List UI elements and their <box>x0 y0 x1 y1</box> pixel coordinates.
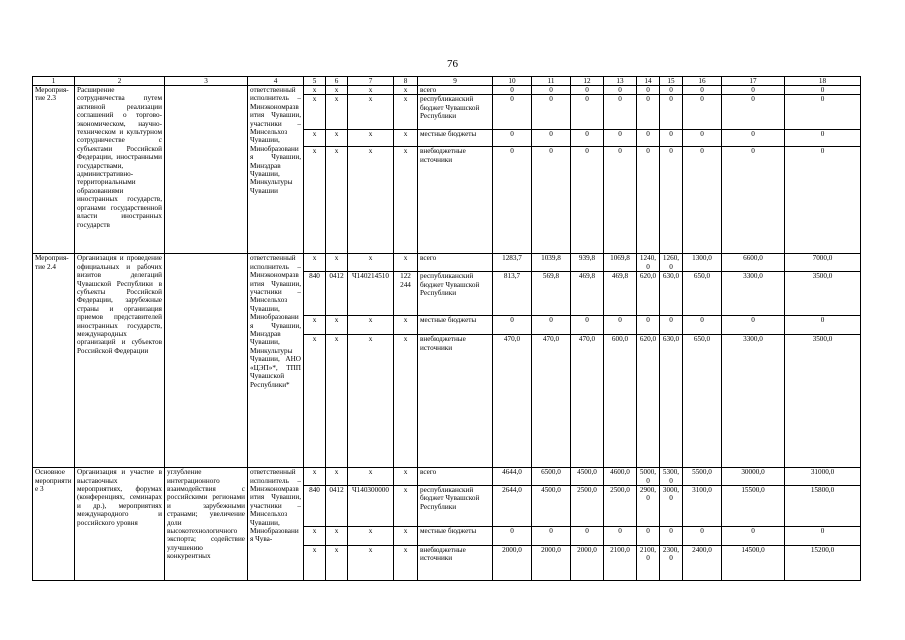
target-article-cell: x <box>348 130 394 147</box>
year-value-cell: 0 <box>637 316 660 335</box>
funding-source-cell: местные бюджеты <box>418 316 493 335</box>
year-value-cell: 2644,0 <box>493 486 532 527</box>
year-value-cell: 0 <box>604 147 637 254</box>
grbs-code-cell: x <box>304 335 326 468</box>
year-value-cell: 630,0 <box>660 335 683 468</box>
expense-type-cell: x <box>394 546 418 581</box>
funding-source-cell: внебюджетные источники <box>418 147 493 254</box>
page-number: 76 <box>447 58 458 70</box>
year-value-cell: 0 <box>604 130 637 147</box>
year-value-cell: 1300,0 <box>683 254 722 272</box>
year-value-cell: 2000,0 <box>532 546 571 581</box>
expense-type-cell: x <box>394 316 418 335</box>
header-row <box>33 77 861 86</box>
year-value-cell: 0 <box>532 147 571 254</box>
year-value-cell: 0 <box>683 316 722 335</box>
year-value-cell: 0 <box>637 147 660 254</box>
header-cell: 1 <box>33 77 75 86</box>
year-value-cell: 1283,7 <box>493 254 532 272</box>
year-value-cell: 0 <box>722 86 785 95</box>
year-value-cell: 0 <box>785 86 861 95</box>
funding-source-cell: всего <box>418 86 493 95</box>
year-value-cell: 0 <box>683 527 722 546</box>
event-description-cell: Расширение сотрудничества путем активной реализации соглашений о торгово-экономическом, научно-техническом и культурном сотрудничестве с субъектами Российской Федерации, иностранными государствами, административно-территориальными образованиями иностранных государств, органами государственной власти иностранных государств <box>75 86 165 254</box>
funding-source-cell: республиканский бюджет Чувашской Республики <box>418 486 493 527</box>
section-code-cell: x <box>326 86 348 95</box>
year-value-cell: 0 <box>493 95 532 130</box>
year-value-cell: 469,8 <box>604 272 637 316</box>
year-value-cell: 0 <box>722 130 785 147</box>
year-value-cell: 0 <box>571 130 604 147</box>
grbs-code-cell: x <box>304 86 326 95</box>
target-article-cell: x <box>348 86 394 95</box>
year-value-cell: 2500,0 <box>604 486 637 527</box>
event-name-cell: Основное мероприятие 3 <box>33 468 75 581</box>
year-value-cell: 0 <box>660 316 683 335</box>
year-value-cell: 2400,0 <box>683 546 722 581</box>
expense-type-cell: x <box>394 468 418 486</box>
year-value-cell: 650,0 <box>683 335 722 468</box>
grbs-code-cell: 840 <box>304 272 326 316</box>
year-value-cell: 0 <box>637 527 660 546</box>
year-value-cell: 650,0 <box>683 272 722 316</box>
funding-source-cell: местные бюджеты <box>418 527 493 546</box>
funding-source-cell: внебюджетные источники <box>418 546 493 581</box>
section-code-cell: x <box>326 527 348 546</box>
year-value-cell: 0 <box>532 95 571 130</box>
year-value-cell: 0 <box>683 147 722 254</box>
expense-type-cell: x <box>394 254 418 272</box>
year-value-cell: 0 <box>493 86 532 95</box>
year-value-cell: 3100,0 <box>683 486 722 527</box>
year-value-cell: 4644,0 <box>493 468 532 486</box>
year-value-cell: 31000,0 <box>785 468 861 486</box>
grbs-code-cell: x <box>304 130 326 147</box>
year-value-cell: 3500,0 <box>785 272 861 316</box>
target-article-cell: x <box>348 316 394 335</box>
event-name-cell: Мероприя-тие 2.4 <box>33 254 75 468</box>
grbs-code-cell: x <box>304 95 326 130</box>
year-value-cell: 6600,0 <box>722 254 785 272</box>
year-value-cell: 470,0 <box>532 335 571 468</box>
grbs-code-cell: x <box>304 254 326 272</box>
header-cell: 16 <box>683 77 722 86</box>
year-value-cell: 5500,0 <box>683 468 722 486</box>
year-value-cell: 4500,0 <box>532 486 571 527</box>
year-value-cell: 620,0 <box>637 272 660 316</box>
target-article-cell: x <box>348 254 394 272</box>
expense-type-cell: x <box>394 527 418 546</box>
year-value-cell: 3300,0 <box>722 272 785 316</box>
section-code-cell: x <box>326 335 348 468</box>
year-value-cell: 15500,0 <box>722 486 785 527</box>
grbs-code-cell: x <box>304 546 326 581</box>
year-value-cell: 0 <box>785 95 861 130</box>
funding-source-cell: внебюджетные источники <box>418 335 493 468</box>
header-cell: 5 <box>304 77 326 86</box>
year-value-cell: 939,8 <box>571 254 604 272</box>
table-row <box>33 468 861 486</box>
year-value-cell: 0 <box>571 147 604 254</box>
section-code-cell: 0412 <box>326 486 348 527</box>
year-value-cell: 2100,0 <box>637 546 660 581</box>
executors-cell: ответственный исполнитель – Минэкономразвития Чувашии, участники – Минсельхоз Чувашии, Минобразования Чувашии, Минздрав Чувашии, Минкультуры Чувашии <box>248 86 304 254</box>
expense-type-cell: x <box>394 95 418 130</box>
year-value-cell: 0 <box>604 86 637 95</box>
year-value-cell: 0 <box>637 130 660 147</box>
year-value-cell: 0 <box>532 316 571 335</box>
section-code-cell: x <box>326 130 348 147</box>
year-value-cell: 0 <box>660 147 683 254</box>
year-value-cell: 4500,0 <box>571 468 604 486</box>
year-value-cell: 0 <box>493 130 532 147</box>
event-description-cell: Организация и участие в выставочных мероприятиях, форумах (конференциях, семинарах и др.), мероприятиях международного и российского уровня <box>75 468 165 581</box>
section-code-cell: x <box>326 468 348 486</box>
expense-type-cell: x <box>394 486 418 527</box>
year-value-cell: 569,8 <box>532 272 571 316</box>
header-cell: 2 <box>75 77 165 86</box>
year-value-cell: 2000,0 <box>571 546 604 581</box>
year-value-cell: 15800,0 <box>785 486 861 527</box>
target-article-cell: x <box>348 147 394 254</box>
year-value-cell: 2900,0 <box>637 486 660 527</box>
year-value-cell: 0 <box>785 316 861 335</box>
year-value-cell: 5300,0 <box>660 468 683 486</box>
header-cell: 6 <box>326 77 348 86</box>
year-value-cell: 470,0 <box>571 335 604 468</box>
year-value-cell: 1240,0 <box>637 254 660 272</box>
executors-cell: ответственный исполнитель – Минэкономразвития Чувашии, участники – Минсельхоз Чувашии, Минобразования Чувашии, Минздрав Чувашии, Минкультуры Чувашии, АНО «ЦЭП»*, ТПП Чувашской Республики* <box>248 254 304 468</box>
section-code-cell: x <box>326 95 348 130</box>
year-value-cell: 4600,0 <box>604 468 637 486</box>
header-cell: 15 <box>660 77 683 86</box>
year-value-cell: 630,0 <box>660 272 683 316</box>
year-value-cell: 3300,0 <box>722 335 785 468</box>
executors-cell: ответственный исполнитель – Минэкономразвития Чувашии, участники – Минсельхоз Чувашии, Минобразования Чува- <box>248 468 304 581</box>
year-value-cell: 0 <box>683 95 722 130</box>
event-goal-cell: углубление интеграционного взаимодействия с российскими регионами и зарубежными странами; увеличение доли высокотехнологичного экспорта; содействие улучшению конкурентных <box>165 468 248 581</box>
header-cell: 4 <box>248 77 304 86</box>
event-goal-cell <box>165 86 248 254</box>
header-cell: 17 <box>722 77 785 86</box>
year-value-cell: 0 <box>660 527 683 546</box>
funding-source-cell: всего <box>418 468 493 486</box>
event-description-cell: Организация и проведение официальных и рабочих визитов делегаций Чувашской Республики в субъекты Российской Федерации, зарубежные страны и организация приемов представителей иностранных государств, международных организаций и субъектов Российской Федерации <box>75 254 165 468</box>
header-cell: 3 <box>165 77 248 86</box>
year-value-cell: 3500,0 <box>785 335 861 468</box>
funding-source-cell: республиканский бюджет Чувашской Республики <box>418 272 493 316</box>
year-value-cell: 0 <box>722 95 785 130</box>
year-value-cell: 0 <box>604 527 637 546</box>
grbs-code-cell: x <box>304 527 326 546</box>
funding-source-cell: местные бюджеты <box>418 130 493 147</box>
program-table <box>32 76 861 581</box>
funding-source-cell: республиканский бюджет Чувашской Республики <box>418 95 493 130</box>
year-value-cell: 5000,0 <box>637 468 660 486</box>
section-code-cell: x <box>326 546 348 581</box>
target-article-cell: x <box>348 95 394 130</box>
year-value-cell: 0 <box>660 86 683 95</box>
grbs-code-cell: 840 <box>304 486 326 527</box>
target-article-cell: Ч140300000 <box>348 486 394 527</box>
header-cell: 12 <box>571 77 604 86</box>
target-article-cell: x <box>348 335 394 468</box>
expense-type-cell: 122 244 <box>394 272 418 316</box>
table-row <box>33 86 861 95</box>
target-article-cell: Ч140214510 <box>348 272 394 316</box>
year-value-cell: 0 <box>571 527 604 546</box>
section-code-cell: 0412 <box>326 272 348 316</box>
year-value-cell: 3000,0 <box>660 486 683 527</box>
year-value-cell: 2500,0 <box>571 486 604 527</box>
year-value-cell: 0 <box>532 130 571 147</box>
expense-type-cell: x <box>394 335 418 468</box>
expense-type-cell: x <box>394 86 418 95</box>
year-value-cell: 620,0 <box>637 335 660 468</box>
year-value-cell: 15200,0 <box>785 546 861 581</box>
year-value-cell: 7000,0 <box>785 254 861 272</box>
header-cell: 14 <box>637 77 660 86</box>
year-value-cell: 0 <box>571 95 604 130</box>
table-row <box>33 254 861 272</box>
year-value-cell: 0 <box>683 86 722 95</box>
year-value-cell: 14500,0 <box>722 546 785 581</box>
expense-type-cell: x <box>394 130 418 147</box>
event-name-cell: Мероприя-тие 2.3 <box>33 86 75 254</box>
header-cell: 18 <box>785 77 861 86</box>
year-value-cell: 1039,8 <box>532 254 571 272</box>
year-value-cell: 1260,0 <box>660 254 683 272</box>
year-value-cell: 6500,0 <box>532 468 571 486</box>
year-value-cell: 0 <box>722 316 785 335</box>
year-value-cell: 0 <box>604 316 637 335</box>
year-value-cell: 0 <box>604 95 637 130</box>
year-value-cell: 0 <box>532 86 571 95</box>
year-value-cell: 0 <box>571 86 604 95</box>
event-goal-cell <box>165 254 248 468</box>
grbs-code-cell: x <box>304 147 326 254</box>
year-value-cell: 30000,0 <box>722 468 785 486</box>
expense-type-cell: x <box>394 147 418 254</box>
year-value-cell: 0 <box>493 316 532 335</box>
year-value-cell: 0 <box>532 527 571 546</box>
year-value-cell: 2100,0 <box>604 546 637 581</box>
year-value-cell: 469,8 <box>571 272 604 316</box>
year-value-cell: 1069,8 <box>604 254 637 272</box>
year-value-cell: 0 <box>785 527 861 546</box>
year-value-cell: 600,0 <box>604 335 637 468</box>
header-cell: 7 <box>348 77 394 86</box>
year-value-cell: 0 <box>785 130 861 147</box>
year-value-cell: 0 <box>660 130 683 147</box>
header-cell: 11 <box>532 77 571 86</box>
header-cell: 8 <box>394 77 418 86</box>
year-value-cell: 0 <box>722 527 785 546</box>
year-value-cell: 0 <box>571 316 604 335</box>
header-cell: 13 <box>604 77 637 86</box>
section-code-cell: x <box>326 254 348 272</box>
target-article-cell: x <box>348 468 394 486</box>
funding-source-cell: всего <box>418 254 493 272</box>
year-value-cell: 0 <box>637 86 660 95</box>
year-value-cell: 0 <box>785 147 861 254</box>
year-value-cell: 813,7 <box>493 272 532 316</box>
year-value-cell: 0 <box>493 147 532 254</box>
year-value-cell: 0 <box>660 95 683 130</box>
year-value-cell: 0 <box>722 147 785 254</box>
grbs-code-cell: x <box>304 468 326 486</box>
target-article-cell: x <box>348 546 394 581</box>
year-value-cell: 2300,0 <box>660 546 683 581</box>
year-value-cell: 0 <box>637 95 660 130</box>
section-code-cell: x <box>326 147 348 254</box>
section-code-cell: x <box>326 316 348 335</box>
grbs-code-cell: x <box>304 316 326 335</box>
target-article-cell: x <box>348 527 394 546</box>
year-value-cell: 470,0 <box>493 335 532 468</box>
header-cell: 9 <box>418 77 493 86</box>
header-cell: 10 <box>493 77 532 86</box>
year-value-cell: 0 <box>683 130 722 147</box>
year-value-cell: 0 <box>493 527 532 546</box>
year-value-cell: 2000,0 <box>493 546 532 581</box>
